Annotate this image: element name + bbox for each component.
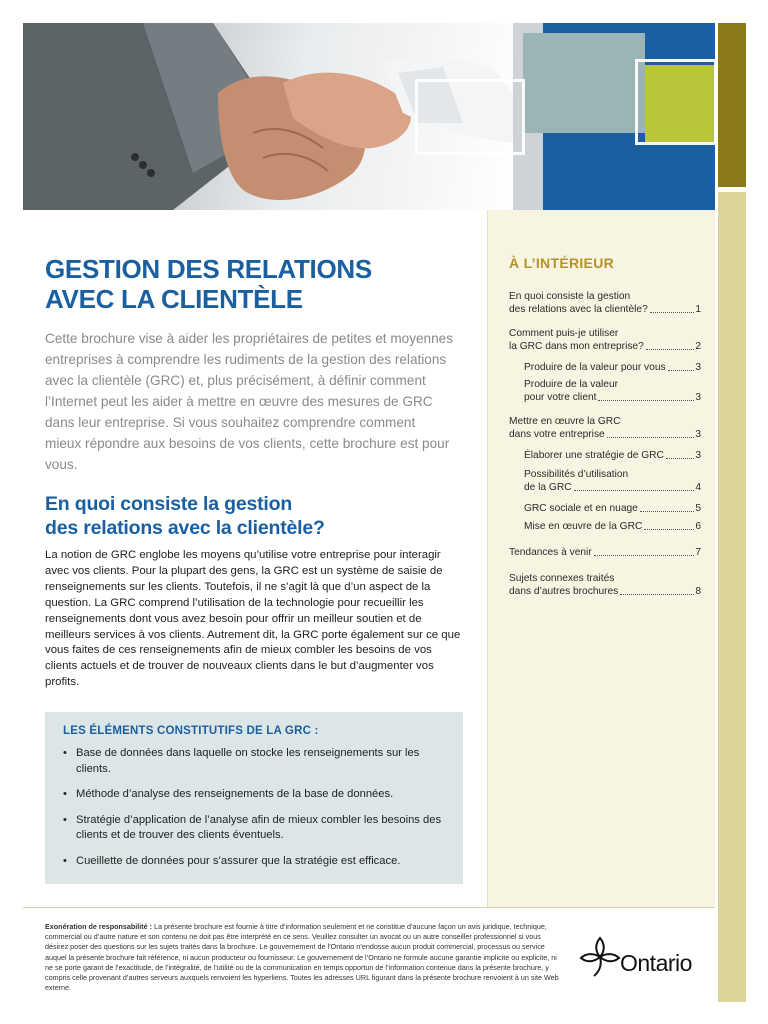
decor-strip-olive [718,23,746,187]
toc-item-label: des relations avec la clientèle? [509,304,648,315]
toc-title: À L’INTÉRIEUR [509,255,615,271]
components-box [45,712,463,884]
toc-item-page: 3 [695,450,701,461]
section-heading-line: En quoi consiste la gestion [45,493,293,515]
toc-item[interactable] [524,361,701,374]
toc-item[interactable] [524,449,701,462]
section-body: La notion de GRC englobe les moyens qu’utilise votre entreprise pour interagir avec vos clients. Pour la plupart des gens, la GRC est un système de saisie de renseignements sur les clients. Toutefois, il ne s’agit là que d’un aspect de la question. La GRC comprend l’utilisation de la technologie pour recueillir les renseignements dont vous avez besoin pour offrir un meilleur soutien et de meilleurs services à vos clients. Autrement dit, la GRC porte également sur ce que vous faites de ces renseignements afin de mieux combler les besoins de vos clients actuels et de trouver de nouveaux clients dans le but d’augmenter vos profits. [45,549,461,689]
toc-item-page: 3 [695,362,701,373]
list-item: • Méthode d’analyse des renseignements de la base de données. [63,787,453,803]
page-title [45,254,465,314]
toc-item[interactable] [509,546,701,559]
toc-item-label: Possibilités d’utilisation [524,469,629,480]
decor-square-gray [523,33,645,133]
toc-item-page: 6 [695,521,701,532]
toc-item-page: 1 [695,304,701,315]
toc-item-label: Mise en œuvre de la GRC [524,521,643,532]
intro-paragraph: Cette brochure vise à aider les propriétaires de petites et moyennes entreprises à comprendre les rudiments de la gestion des relations avec la clientèle (GRC) et, plus précisément, à définir comment l’Internet peut les aider à mettre en œuvre des mesures de GRC dans leur entreprise. Si vous souhaitez comprendre comment mieux répondre aux besoins de vos clients, cette brochure est pour vous. [45,331,454,472]
page-title-line: GESTION DES RELATIONS [45,254,372,284]
toc-item[interactable] [524,378,701,404]
decor-outline-square [415,79,525,155]
list-item: • Base de données dans laquelle on stocke les renseignements sur les clients. [63,746,453,777]
toc-item[interactable] [509,572,701,598]
toc-item-label: Comment puis-je utiliser [509,328,619,339]
toc-item-label: dans d’autres brochures [509,586,619,597]
toc-item[interactable] [509,290,701,316]
toc-item-page: 7 [695,547,701,558]
toc-item-page: 5 [695,503,701,514]
toc-item-label: dans votre entreprise [509,429,605,440]
toc-item-label: pour votre client [524,392,597,403]
toc-item-page: 2 [695,341,701,352]
toc-list [509,290,701,609]
decor-outline-square-right [635,59,715,145]
decor-strip-pale [718,192,746,1002]
toc-item-label: Produire de la valeur pour vous [524,362,666,373]
toc-item[interactable] [509,327,701,353]
ontario-logo [578,930,704,982]
toc-item-page: 3 [695,429,701,440]
section-heading [45,492,465,540]
disclaimer-label: Exonération de responsabilité : [45,922,153,931]
toc-item-label: Élaborer une stratégie de GRC [524,450,664,461]
toc-item-label: Sujets connexes traités [509,573,615,584]
footer-divider [23,907,715,908]
toc-item-label: de la GRC [524,482,572,493]
toc-item-label: la GRC dans mon entreprise? [509,341,644,352]
toc-item-label: GRC sociale et en nuage [524,503,638,514]
list-item: • Stratégie d’application de l’analyse afin de mieux combler les besoins des clients et de trouver des clients éventuels. [63,813,453,844]
list-item: • Cueillette de données pour s’assurer que la stratégie est efficace. [63,854,453,870]
toc-item[interactable] [509,415,701,441]
components-list [63,746,453,879]
toc-item-label: Produire de la valeur [524,379,619,390]
logo-text: Ontario [620,950,692,976]
toc-item-page: 4 [695,482,701,493]
page-title-line: AVEC LA CLIENTÈLE [45,284,303,314]
table-of-contents [487,210,715,907]
toc-item-page: 3 [695,392,701,403]
toc-item-label: En quoi consiste la gestion [509,291,631,302]
toc-item[interactable] [524,468,701,494]
trillium-icon [578,934,622,980]
toc-item[interactable] [524,520,701,533]
toc-item-label: Mettre en œuvre la GRC [509,416,621,427]
components-box-title: LES ÉLÉMENTS CONSTITUTIFS DE LA GRC : [63,725,319,737]
toc-item-label: Tendances à venir [509,547,592,558]
hero-banner [23,23,715,210]
toc-item-page: 8 [695,586,701,597]
disclaimer-text: La présente brochure est fournie à titre d’information seulement et ne constitue d’aucune façon un avis juridique, technique, commercial ou d’autre nature et son contenu ne doit pas être interprété en ce sens. Veuillez consulter un avocat ou un autre conseiller professionnel si vous désirez poser des questions sur les sujets traités dans la brochure. Le gouvernement de l’Ontario n’endosse aucun produit commercial, processus ou service auquel la présente brochure fait référence, ni aucun producteur ou fournisseur. Le gouvernement de l’Ontario ne formule aucune garantie implicite ou explicite, ni ne se porte garant de l’exactitude, de l’intégralité, de l’utilité ou de la communication en temps opportun de l’information contenue dans la présente brochure, y compris celle provenant d’autres serveurs auxquels renvoient les hyperliens. Toutes les adresses URL figurant dans la présente brochure renvoient à un site Web externe. [45,922,559,993]
section-heading-line: des relations avec la clientèle? [45,517,325,539]
toc-item[interactable] [524,502,701,515]
disclaimer [45,922,563,993]
